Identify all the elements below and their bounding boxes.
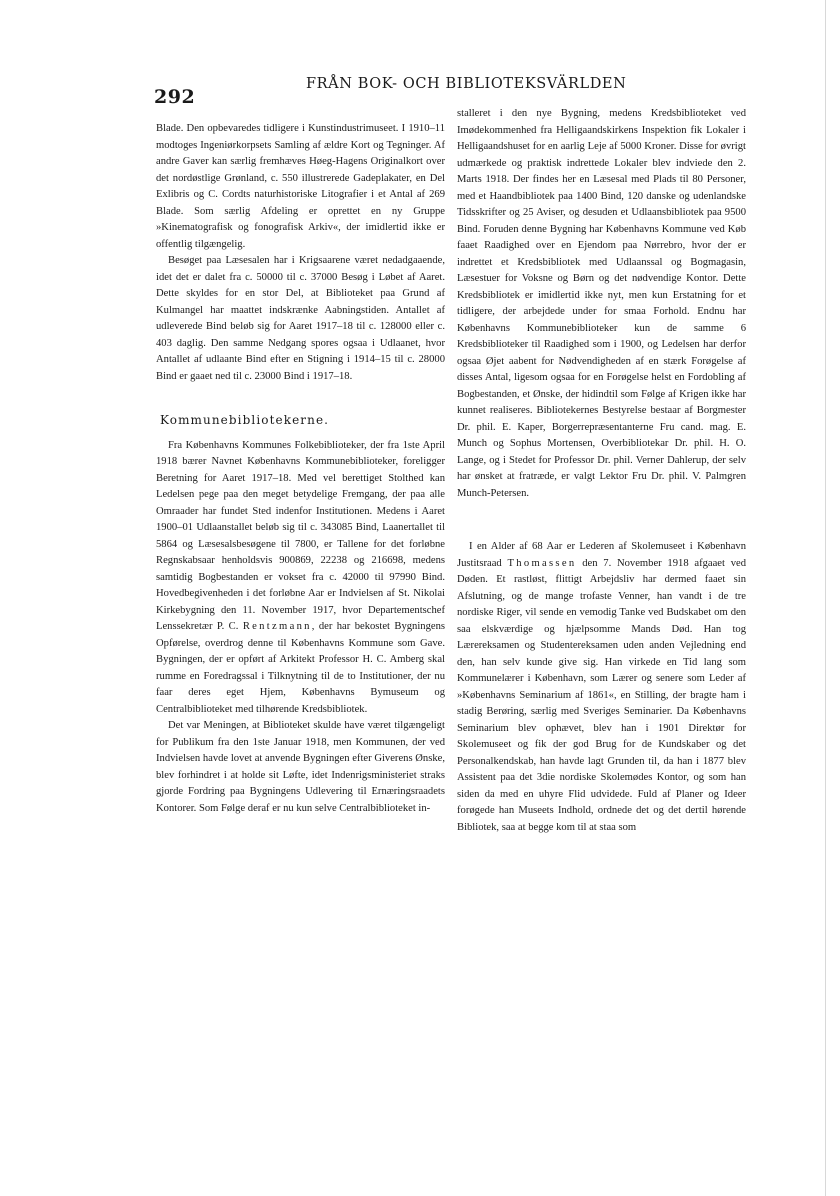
left-column	[156, 121, 445, 817]
right-paragraph-1: stalleret i den nye Bygning, medens Kredsbiblioteket ved Imødekommenhed fra Helligaandskirkens Inspektion fik Lokaler i Helligaandshuset for en aarlig Leje af 5000 Kroner. Disse for øvrigt udmærkede og praktisk indrettede Lokaler blev indviede den 2. Marts 1918. Der findes her en Læsesal med Plads til 80 Personer, med et Haandbibliotek paa 1400 Bind, 120 danske og udenlandske Tidsskrifter og 25 Aviser, og desuden et Udlaansbibliotek paa 9500 Bind. Foruden denne Bygning har Københavns Kommune ved Køb faaet Raadighed over en Ejendom paa Nørrebro, hvor der er indrettet et Kredsbibliotek med Udlaanssal og Bogmagasin, Læsestuer for Voksne og Børn og det nødvendige Kontor. Dette Kredsbibliotek er imidlertid ikke nyt, men kun Erstatning for et tidligere, der arbejdede under for smaa Forhold. Endnu har Københavns Kommunebiblioteker kun de samme 6 Kredsbiblioteker til Raadighed som i 1900, og Ledelsen har derfor ogsaa Øjet aabent for Nødvendigheden af en stærk Forøgelse af disses Antal, ligesom ogsaa for en Forøgelse helst en Fordobling af Bogbestanden, et Ønske, der hidindtil som Følge af Krigen ikke har kunnet realiseres. Bibliotekernes Bestyrelse bestaar af Borgmester Dr. phil. E. Kaper, Borgerrepræsentanterne Fru cand. mag. E. Munch og Sophus Mortensen, Overbibliotekar Dr. phil. H. O. Lange, og i Stedet for Professor Dr. phil. Verner Dahlerup, der selv har ønsket at fratræde, er valgt Lektor Fru Dr. phil. V. Palmgren Munch-Petersen.	[457, 108, 746, 499]
right-column	[457, 106, 746, 836]
person-name-rentzmann: Rentzmann	[242, 621, 312, 632]
paragraph-3-text-start: Fra Københavns Kommunes Folkebiblioteker, der fra 1ste April 1918 bærer Navnet Københavns Kommunebiblioteker, foreligger Beretning for Aaret 1917–18. Med vel berettiget Stolthed kan Ledelsen pege paa den meget betydelige Fremgang, der paa alle Omraader har fundet Sted indenfor Institutionen. Medens i Aaret 1900–01 Udlaanstallet beløb sig til c. 343085 Bind, Laanertallet til 5864 og Læsesalsbesøgene til 7800, er Tallene for det forløbne Regnskabsaar henholdsvis 900869, 22238 og 216698, medens samtidig Bogbestanden er vokset fra c. 42000 til 97990 Bind. Hovedbegivenheden i det forløbne Aar er Indvielsen af St. Nikolai Kirkebygning den 11. November 1917, hvor Departementschef Lenssekretær P. C.	[156, 439, 445, 632]
left-paragraph-2: Besøget paa Læsesalen har i Krigsaarene været nedadgaaende, idet det er dalet fra c. 50000 til c. 37000 Besøg i Løbet af Aaret. Dette skyldes for en stor Del, at Biblioteket paa Grund af Kulmangel har maattet indskrænke Aabningstiden. Antallet af udleverede Bind beløb sig for Aaret 1917–18 til c. 128000 eller c. 403 daglig. Den samme Nedgang spores ogsaa i Udlaanet, hvor Antallet af udlaante Bind efter en Stigning i 1914–15 til c. 28000 Bind er gaaet ned til c. 23000 Bind i 1917–18.	[156, 255, 445, 382]
scan-edge-line	[825, 0, 826, 1196]
paragraph-text-start: I en Alder af 68 Aar er Lederen af Skolemuseet i København Justitsraad	[457, 541, 746, 569]
running-title: FRÅN BOK- OCH BIBLIOTEKSVÄRLDEN	[306, 76, 627, 92]
right-paragraph-2	[457, 539, 746, 836]
page-number: 292	[154, 86, 196, 108]
section-heading: Kommunebibliotekerne.	[160, 413, 330, 427]
left-paragraph-1: Blade. Den opbevaredes tidligere i Kunstindustrimuseet. I 1910–11 modtoges Ingeniørkorpsets Samling af ældre Kort og Tegninger. Af andre Gaver kan særlig fremhæves Høeg-Hagens Originalkort over det nordøstlige Grønland, c. 550 illustrerede Gadeplakater, en Del Exlibris og C. Cordts naturhistoriske Litografier i et Antal af 269 Blade. Som særlig Afdeling er oprettet en ny Gruppe »Kinematografisk og fonografisk Arkiv«, der imidlertid ikke er offentlig tilgængelig.	[156, 123, 445, 250]
paragraph-3-text-end: , der har bekostet Bygningens Opførelse, overdrog denne til Københavns Kommune som Gave. Bygningen, der er opført af Arkitekt Professor H. C. Amberg skal rumme en Foredragssal i Tilknytning til de to Institutioner, der nu faar deres eget Hjem, Københavns Bymuseum og Centralbiblioteket med tilhørende Kredsbibliotek.	[156, 621, 446, 715]
paragraph-text-end: den 7. November 1918 afgaaet ved Døden. Et rastløst, flittigt Arbejdsliv har dermed faaet sin Afslutning, og de mange trofaste Venner, han vandt i de tre nordiske Riger, vil sende en vemodig Tanke ved Budskabet om den saa elskværdige og hjælpsomme Mands Død. Han tog Lærereksamen og Studentereksamen uden anden Vejledning end den, han selv kunde give sig. Han virkede en Tid lang som Kommunelærer i København, som Lærer og senere som Leder af »Københavns Seminarium af 1861«, en Stilling, der bragte ham i stadig Berøring, særlig med Sveriges Seminarier. Da Københavns Seminarium blev ophævet, blev han i 1901 Direktør for Skolemuseet og fik der god Brug for de Kundskaber og det Personalkendskab, han havde lagt Grunden til, da han i 1877 blev Assistent paa det 3die nordiske Skolemødes Kontor, og som han siden da med en uhyre Flid udvidede. Fuld af Planer og Ideer forøgede han Museets Indhold, ordnede det og det dertil hørende Bibliotek, saa at begge kom til at staa som	[457, 557, 746, 833]
paragraph-gap	[457, 502, 746, 539]
person-name-thomassen: Thomassen	[507, 557, 577, 569]
left-paragraph-3	[156, 438, 445, 719]
left-paragraph-4: Det var Meningen, at Biblioteket skulde have været tilgængeligt for Publikum fra den 1ste Januar 1918, men Kommunen, der ved Indvielsen havde lovet at anvende Bygningen efter Giverens Ønske, blev forhindret i at holde sit Løfte, idet Indenrigsministeriet straks gjorde Fordring paa Bygningens Udlevering til Ernæringsraadets Kontorer. Som Følge deraf er nu kun selve Centralbiblioteket in-	[156, 720, 445, 814]
